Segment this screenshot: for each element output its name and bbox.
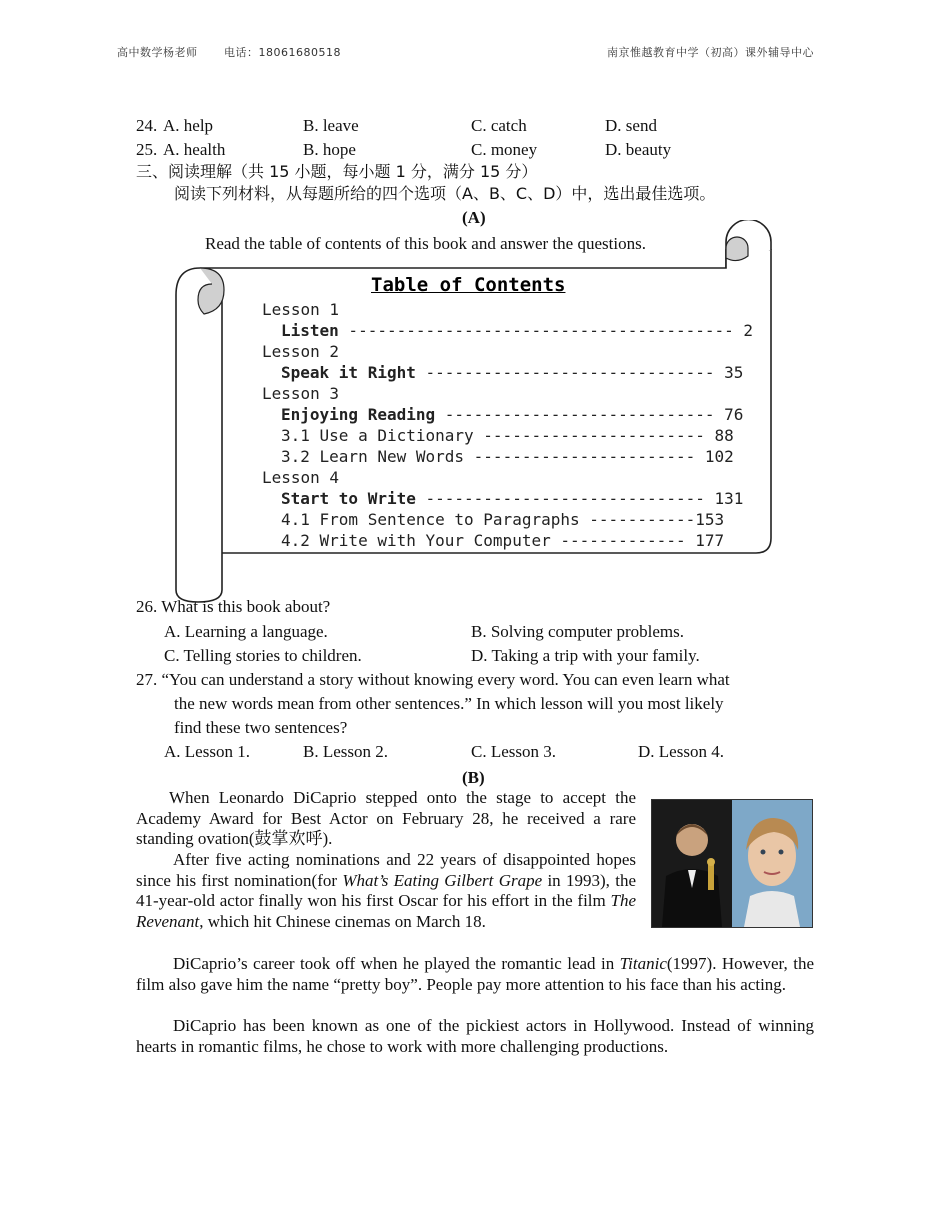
- q25-option-d: D. beauty: [605, 140, 672, 159]
- toc-entry-write: Start to Write ----------------------------- 131: [281, 489, 744, 508]
- q27-option-a: A. Lesson 1.: [164, 742, 250, 761]
- q24-option-c: C. catch: [471, 116, 527, 135]
- q26-option-d: D. Taking a trip with your family.: [471, 646, 700, 665]
- q24-option-a: A. help: [163, 116, 214, 135]
- toc-entry-computer: 4.2 Write with Your Computer ------------- 177: [281, 531, 725, 550]
- part-a-intro: Read the table of contents of this book and answer the questions.: [205, 234, 646, 253]
- q25-option-b: B. hope: [303, 140, 356, 159]
- q26-option-c: C. Telling stories to children.: [164, 646, 362, 665]
- q27-option-d: D. Lesson 4.: [638, 742, 724, 761]
- q25-option-a: A. health: [163, 140, 226, 159]
- section-title: 三、阅读理解（共 15 小题，每小题 1 分，满分 15 分）: [136, 162, 538, 181]
- toc-entry-listen: Listen ---------------------------------------- 2: [281, 321, 754, 340]
- q26-stem: 26. What is this book about?: [136, 597, 331, 616]
- q25-number: 25.: [136, 140, 158, 159]
- q25-option-c: C. money: [471, 140, 538, 159]
- toc-scroll: [174, 220, 774, 605]
- header-center-name: 南京惟越教育中学（初高）课外辅导中心: [607, 46, 814, 59]
- toc-title: Table of Contents: [371, 274, 566, 296]
- part-b-paragraph-4: DiCaprio has been known as one of the pickiest actors in Hollywood. Instead of winning hearts in romantic films, he chose to work with more challenging productions.: [136, 1016, 814, 1056]
- q27-option-b: B. Lesson 2.: [303, 742, 388, 761]
- dicaprio-photo-illustration: [652, 800, 812, 927]
- q26-option-b: B. Solving computer problems.: [471, 622, 684, 641]
- header-teacher-name: 高中数学杨老师: [117, 46, 198, 59]
- q24-option-d: D. send: [605, 116, 657, 135]
- q27-option-c: C. Lesson 3.: [471, 742, 556, 761]
- q24-number: 24.: [136, 116, 158, 135]
- dicaprio-photo: [651, 799, 813, 928]
- toc-entry-new-words: 3.2 Learn New Words ----------------------- 102: [281, 447, 734, 466]
- toc-entry-reading: Enjoying Reading ---------------------------- 76: [281, 405, 744, 424]
- part-b-paragraph-1: When Leonardo DiCaprio stepped onto the stage to accept the Academy Award for Best Actor on February 28, he received a rare standing ovation(鼓掌欢呼).: [136, 788, 636, 849]
- q27-stem-line3: find these two sentences?: [174, 718, 348, 737]
- q26-option-a: A. Learning a language.: [164, 622, 328, 641]
- toc-lesson-2: Lesson 2: [262, 342, 340, 361]
- toc-lesson-3: Lesson 3: [262, 384, 340, 403]
- part-a-label: (A): [462, 208, 486, 227]
- toc-entry-paragraphs: 4.1 From Sentence to Paragraphs -----------153: [281, 510, 725, 529]
- q27-stem-line1: 27. “You can understand a story without knowing every word. You can even learn what: [136, 670, 730, 689]
- section-instruction: 阅读下列材料，从每题所给的四个选项（A、B、C、D）中，选出最佳选项。: [174, 184, 716, 203]
- toc-entry-dictionary: 3.1 Use a Dictionary ----------------------- 88: [281, 426, 734, 445]
- q24-option-b: B. leave: [303, 116, 359, 135]
- part-b-label: (B): [462, 768, 485, 787]
- q27-stem-line2: the new words mean from other sentences.” In which lesson will you most likely: [174, 694, 724, 713]
- toc-lesson-4: Lesson 4: [262, 468, 340, 487]
- header-phone: 电话：18061680518: [224, 46, 341, 59]
- part-b-paragraph-2: After five acting nominations and 22 years of disappointed hopes since his first nomination(for What’s Eating Gilbert Grape in 1993), the 41-year-old actor finally won his first Oscar for his effort in the film The Revenant, which hit Chinese cinemas on March 18.: [136, 850, 636, 931]
- part-b-paragraph-3: DiCaprio’s career took off when he played the romantic lead in Titanic(1997). However, the film also gave him the name “pretty boy”. People pay more attention to his face than his acting.: [136, 954, 814, 994]
- toc-lesson-1: Lesson 1: [262, 300, 340, 319]
- toc-entry-speak: Speak it Right ------------------------------ 35: [281, 363, 744, 382]
